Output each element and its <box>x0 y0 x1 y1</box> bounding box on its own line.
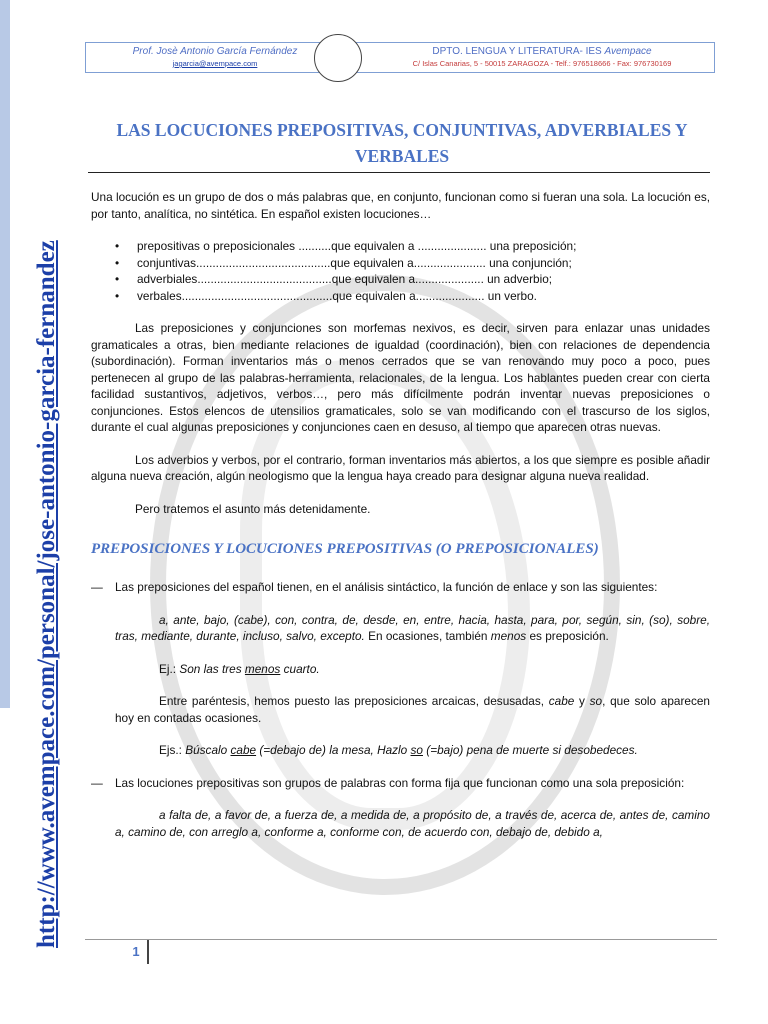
preposiciones-tail-b: es preposición. <box>526 629 609 643</box>
archaic-note-a: Entre paréntesis, hemos puesto las preposiciones arcaicas, desusadas, <box>159 694 549 708</box>
archaic-word-so: so <box>589 694 603 708</box>
header-email-link[interactable]: jagarcia@avempace.com <box>172 59 258 68</box>
dash-icon: — <box>91 580 103 594</box>
bullet-icon: • <box>115 255 120 270</box>
page-header <box>85 42 715 73</box>
locuciones-item <box>91 775 710 841</box>
preposiciones-list <box>115 612 710 645</box>
vertical-url-link[interactable]: http://www.avempace.com/personal/jose-antonio-garcia-fernandez <box>33 240 60 948</box>
example-2-a: Búscalo <box>181 743 231 757</box>
header-dept <box>372 45 712 58</box>
paragraph-transicion: Pero tratemos el asunto más detenidamente. <box>135 501 371 516</box>
list-item-text: conjuntivas.........................................que equivalen a...................... una conjunción; <box>137 255 572 270</box>
paragraph-adverbios: Los adverbios y verbos, por el contrario, forman inventarios más abiertos, a los que siempre es posible añadir alguna nueva creación, algún neologismo que la lengua haya creado para designar alguna nueva realidad. <box>91 452 710 483</box>
archaic-word-cabe: cabe <box>548 694 575 708</box>
bullet-icon: • <box>115 239 120 253</box>
footer-separator <box>147 940 149 964</box>
bullet-icon: • <box>115 272 120 286</box>
example-2 <box>115 742 710 759</box>
bullet-icon: • <box>115 288 120 303</box>
example-2-c: (=bajo) pena de muerte si desobedeces. <box>422 743 638 757</box>
preposiciones-lead: Las preposiciones del español tienen, en el análisis sintáctico, la función de enlace y son las siguientes: <box>115 580 658 594</box>
preposiciones-words: a, ante, bajo, (cabe), con, contra, de, desde, en, entre, hacia, hasta, para, por, según, sin, (so), sobre, tras, mediante, durante, incluso, salvo, excepto. <box>115 612 710 643</box>
header-dept-block <box>372 45 712 69</box>
preposiciones-tail-a: En ocasiones, también <box>364 629 491 643</box>
header-address: C/ Islas Canarias, 5 - 50015 ZARAGOZA - Telf.: 976518666 - Fax: 976730169 <box>412 59 672 68</box>
archaic-note-mid: y <box>574 694 590 708</box>
list-item-text: adverbiales.........................................que equivalen a..................... un adverbio; <box>137 272 553 286</box>
example-1-word: menos <box>244 661 281 676</box>
header-dept-label: DPTO. LENGUA Y LITERATURA- IES <box>432 46 605 57</box>
document-body <box>91 189 710 840</box>
archaic-note <box>115 693 710 726</box>
header-author: Prof. Josè Antonio García Fernández <box>132 46 298 57</box>
list-item <box>91 255 710 272</box>
example-2-label: Ejs.: <box>159 743 182 757</box>
example-1-label: Ej.: <box>159 661 177 676</box>
example-1-b: cuarto. <box>280 661 320 676</box>
preposiciones-item <box>91 579 710 759</box>
preposiciones-tail-word: menos <box>490 629 527 643</box>
list-item-text: verbales..............................................que equivalen a..................... un verbo. <box>137 288 537 303</box>
example-2-word-cabe: cabe <box>230 743 257 757</box>
locuciones-list: a falta de, a favor de, a fuerza de, a medida de, a propósito de, a través de, acerca de, antes de, camino a, camino de, con arreglo a, conforme a, conforme con, de acuerdo con, debajo de, debido a, <box>115 808 710 839</box>
archaic-note-b: , que solo aparecen hoy en contadas ocasiones. <box>115 694 710 725</box>
document-title: LAS LOCUCIONES PREPOSITIVAS, CONJUNTIVAS, ADVERBIALES Y VERBALES <box>116 120 688 166</box>
example-1 <box>115 661 710 678</box>
page-number: 1 <box>132 944 140 959</box>
list-item <box>91 271 710 288</box>
paragraph-nexos: Las preposiciones y conjunciones son morfemas nexivos, es decir, sirven para enlazar unas unidades gramaticales a otras, bien mediante relaciones de igualdad (coordinación), bien con relaciones de dependencia (subordinación). Forman inventarios más o menos cerrados que se van renovando muy poco a poco, pues pertenecen al grupo de las palabras-herramienta, relacionales, de la lengua. Los hablantes pueden crear con cierta facilidad sustantivos, adjetivos, verbos…, pero más difícilmente podrán inventar nuevas preposiciones o conjunciones. Estos elencos de utensilios gramaticales, solo se van modificando con el trascurso de los siglos, durante el cual algunas preposiciones y conjunciones caen en desuso, al tiempo que aparecen otras nuevas. <box>91 321 710 434</box>
example-2-word-so: so <box>410 743 423 757</box>
side-accent-bar <box>0 0 10 708</box>
footer-divider <box>85 939 717 940</box>
list-item <box>91 238 710 255</box>
school-logo-icon <box>314 34 362 82</box>
list-item-text: prepositivas o preposicionales ..........que equivalen a ..................... una preposición; <box>137 239 577 253</box>
example-1-a: Son las tres <box>176 661 245 676</box>
intro-paragraph: Una locución es un grupo de dos o más palabras que, en conjunto, funcionan como si fueran una sola. La locución es, por tanto, analítica, no sintética. En español existen locuciones… <box>91 190 710 221</box>
section-heading: PREPOSICIONES Y LOCUCIONES PREPOSITIVAS (O PREPOSICIONALES) <box>91 541 599 557</box>
header-author-block <box>120 45 310 69</box>
locution-types-list <box>91 238 710 304</box>
dash-icon: — <box>91 775 103 790</box>
header-dept-school: Avempace <box>604 46 652 57</box>
example-2-b: (=debajo de) la mesa, Hazlo <box>256 743 411 757</box>
locuciones-lead: Las locuciones prepositivas son grupos de palabras con forma fija que funcionan como una sola preposición: <box>115 775 685 790</box>
title-divider <box>88 172 710 173</box>
list-item <box>91 288 710 305</box>
